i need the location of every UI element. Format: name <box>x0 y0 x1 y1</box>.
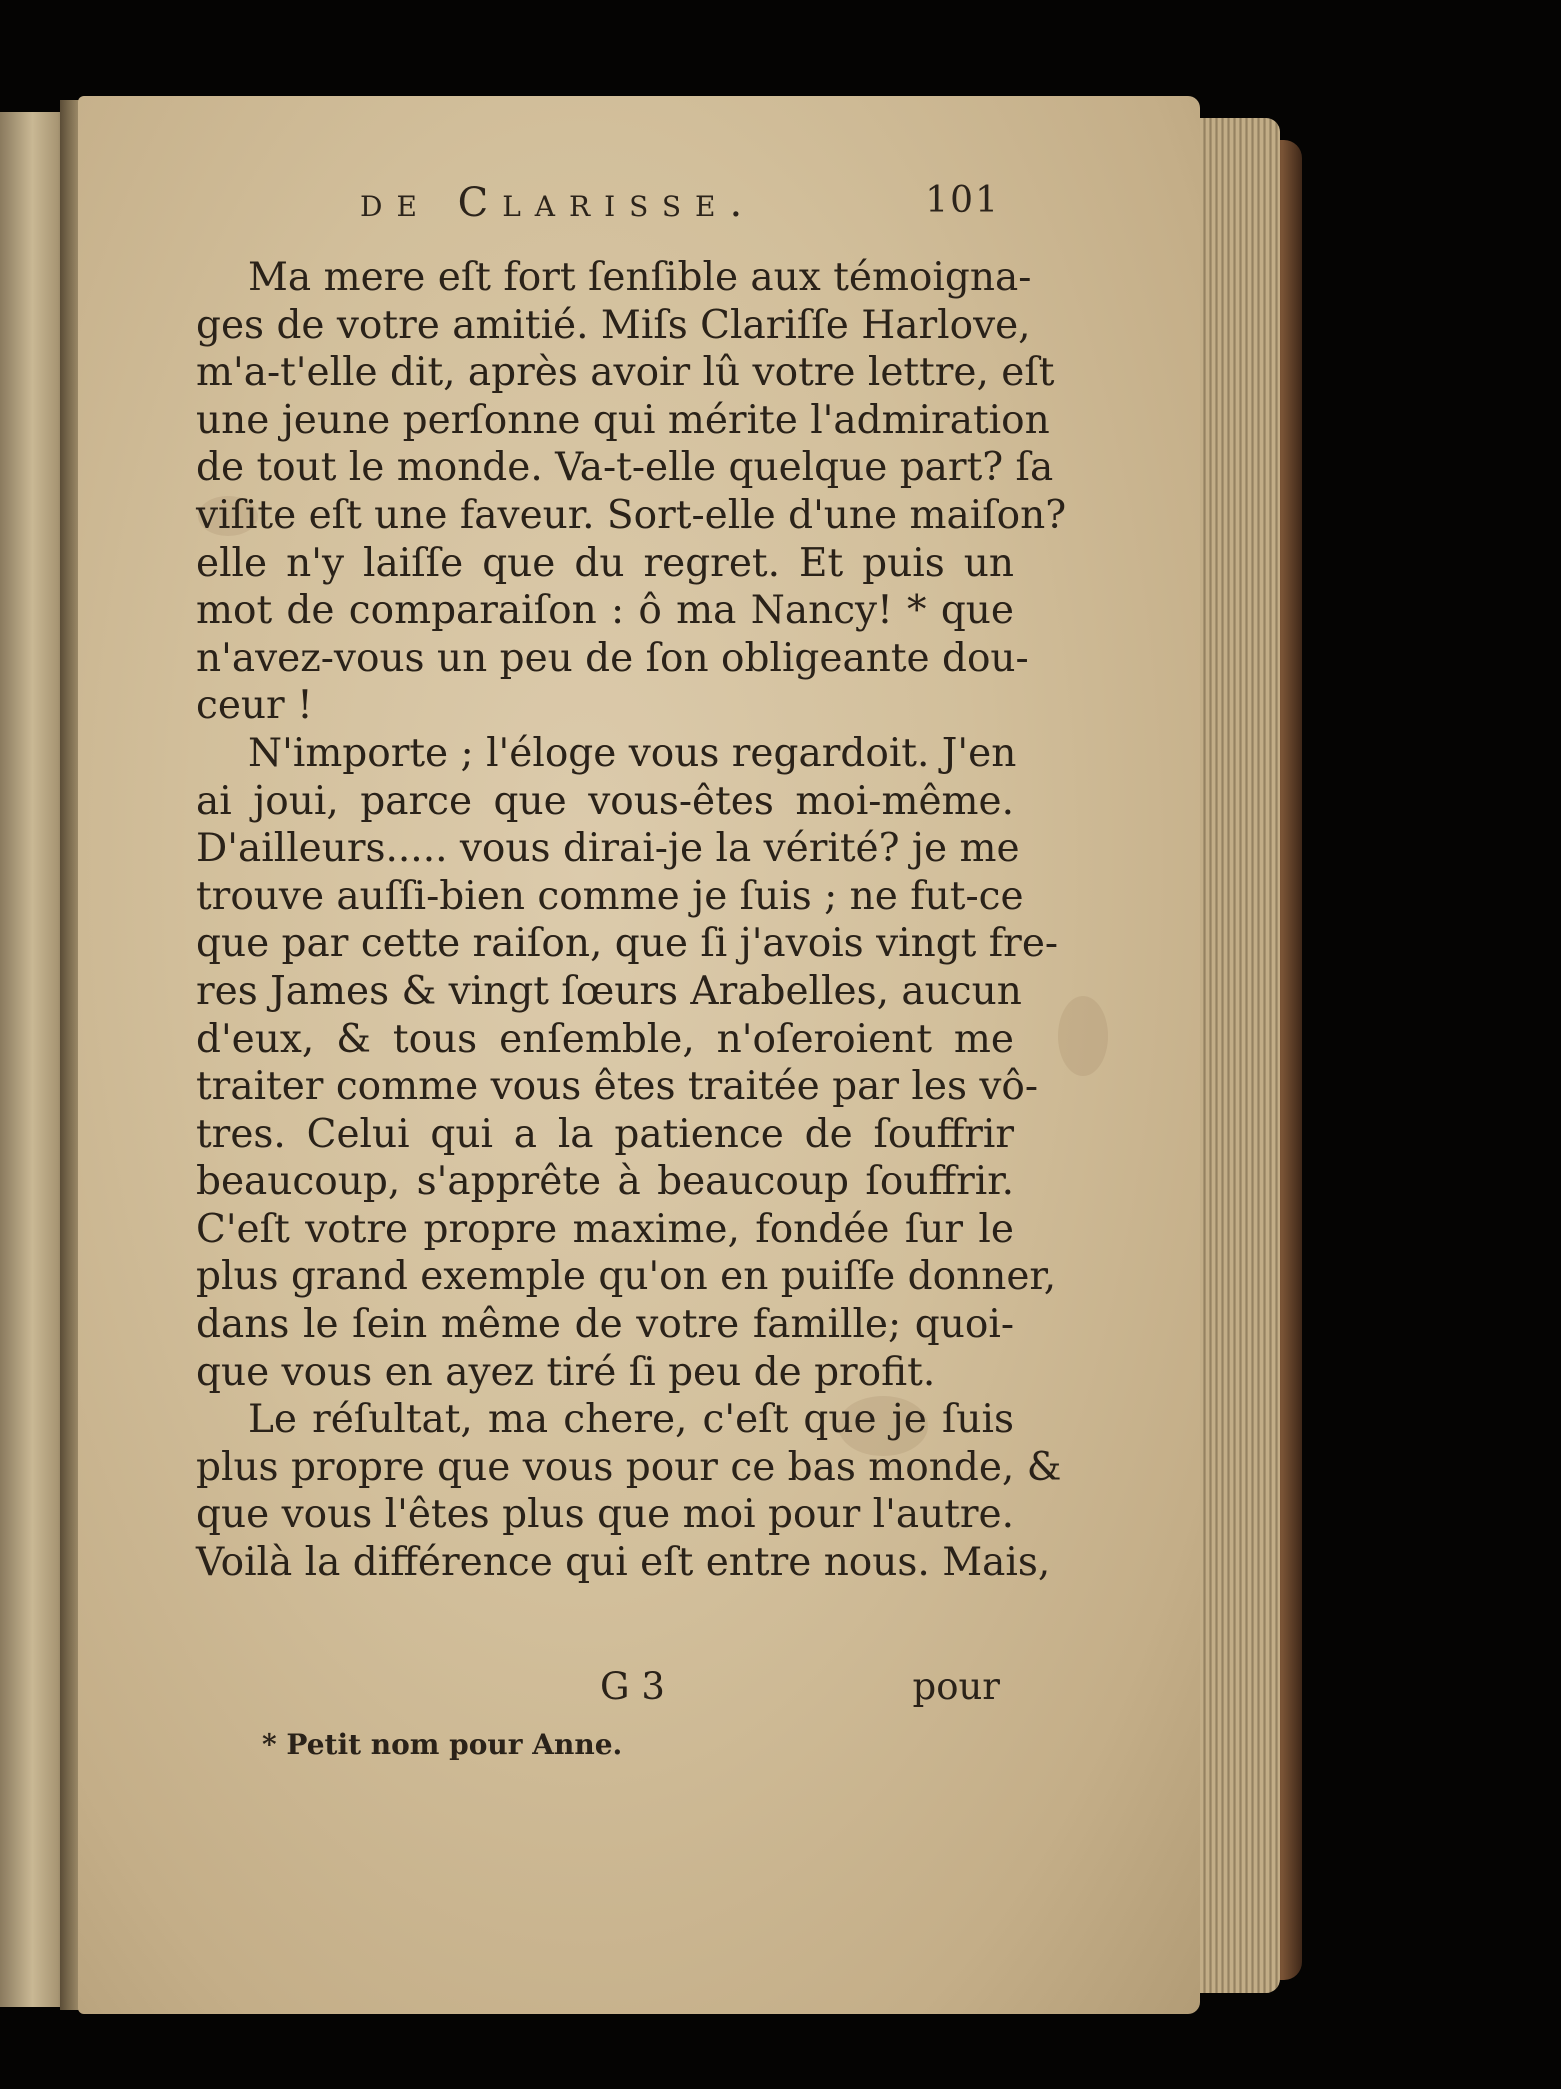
text-line: Voilà la différence qui eſt entre nous. Mais, <box>196 1540 1051 1586</box>
text-line: que vous l'êtes plus que moi pour l'autre. <box>196 1492 1014 1538</box>
text-line: n'avez-vous un peu de ſon obligeante dou- <box>196 635 1029 681</box>
signature-mark: G 3 <box>600 1665 665 1708</box>
text-line: trouve auſſi-bien comme je ſuis ; ne fut-ce <box>196 873 1024 919</box>
page-header <box>360 180 1000 240</box>
text-line: que vous en ayez tiré ſi peu de profit. <box>196 1349 936 1395</box>
text-line: C'eſt votre propre maxime, fondée ſur le <box>196 1206 1014 1252</box>
body-text <box>196 254 1067 1587</box>
page-footer <box>600 1665 1000 1713</box>
text-line: Ma mere eſt fort ſenſible aux témoigna- <box>248 255 1032 300</box>
text-line: traiter comme vous êtes traitée par les vô- <box>196 1064 1039 1110</box>
catchword: pour <box>912 1665 1000 1708</box>
footnote: * Petit nom pour Anne. <box>262 1728 623 1761</box>
page-number: 101 <box>925 180 1000 221</box>
text-line: plus propre que vous pour ce bas monde, & <box>196 1444 1062 1490</box>
text-line: de tout le monde. Va-t-elle quelque part? ſa <box>196 445 1054 491</box>
text-line: ges de votre amitié. Miſs Clariſſe Harlove, <box>196 302 1031 348</box>
page-block-edge <box>1188 118 1280 1993</box>
text-line: N'importe ; l'éloge vous regardoit. J'en <box>248 730 1017 776</box>
text-line: dans le ſein même de votre famille; quoi- <box>196 1302 1014 1348</box>
text-line: m'a-t'elle dit, après avoir lû votre lettre, eſt <box>196 350 1055 396</box>
text-line: D'ailleurs..... vous dirai-je la vérité? je me <box>196 826 1020 872</box>
text-line: que par cette raiſon, que ſi j'avois vingt fre- <box>196 921 1059 967</box>
text-line: res James & vingt ſœurs Arabelles, aucun <box>196 968 1022 1014</box>
text-line: mot de comparaiſon : ô ma Nancy! * que <box>196 588 1014 634</box>
text-line: plus grand exemple qu'on en puiſſe donner, <box>196 1254 1057 1300</box>
text-line: d'eux, & tous enſemble, n'oſeroient me <box>196 1016 1014 1062</box>
text-line: ceur ! <box>196 683 313 729</box>
running-title: de Clarisse. <box>360 180 757 226</box>
text-line: tres. Celui qui a la patience de ſouffrir <box>196 1111 1014 1157</box>
text-line: une jeune perſonne qui mérite l'admiration <box>196 397 1050 443</box>
text-line: Le réſultat, ma chere, c'eſt que je ſuis <box>248 1397 1014 1443</box>
text-line: viſite eſt une faveur. Sort-elle d'une maiſon? <box>196 492 1067 538</box>
text-line: beaucoup, s'apprête à beaucoup ſouffrir. <box>196 1159 1014 1205</box>
text-line: ai joui, parce que vous-êtes moi-même. <box>196 778 1014 824</box>
text-line: elle n'y laiſſe que du regret. Et puis un <box>196 540 1014 586</box>
